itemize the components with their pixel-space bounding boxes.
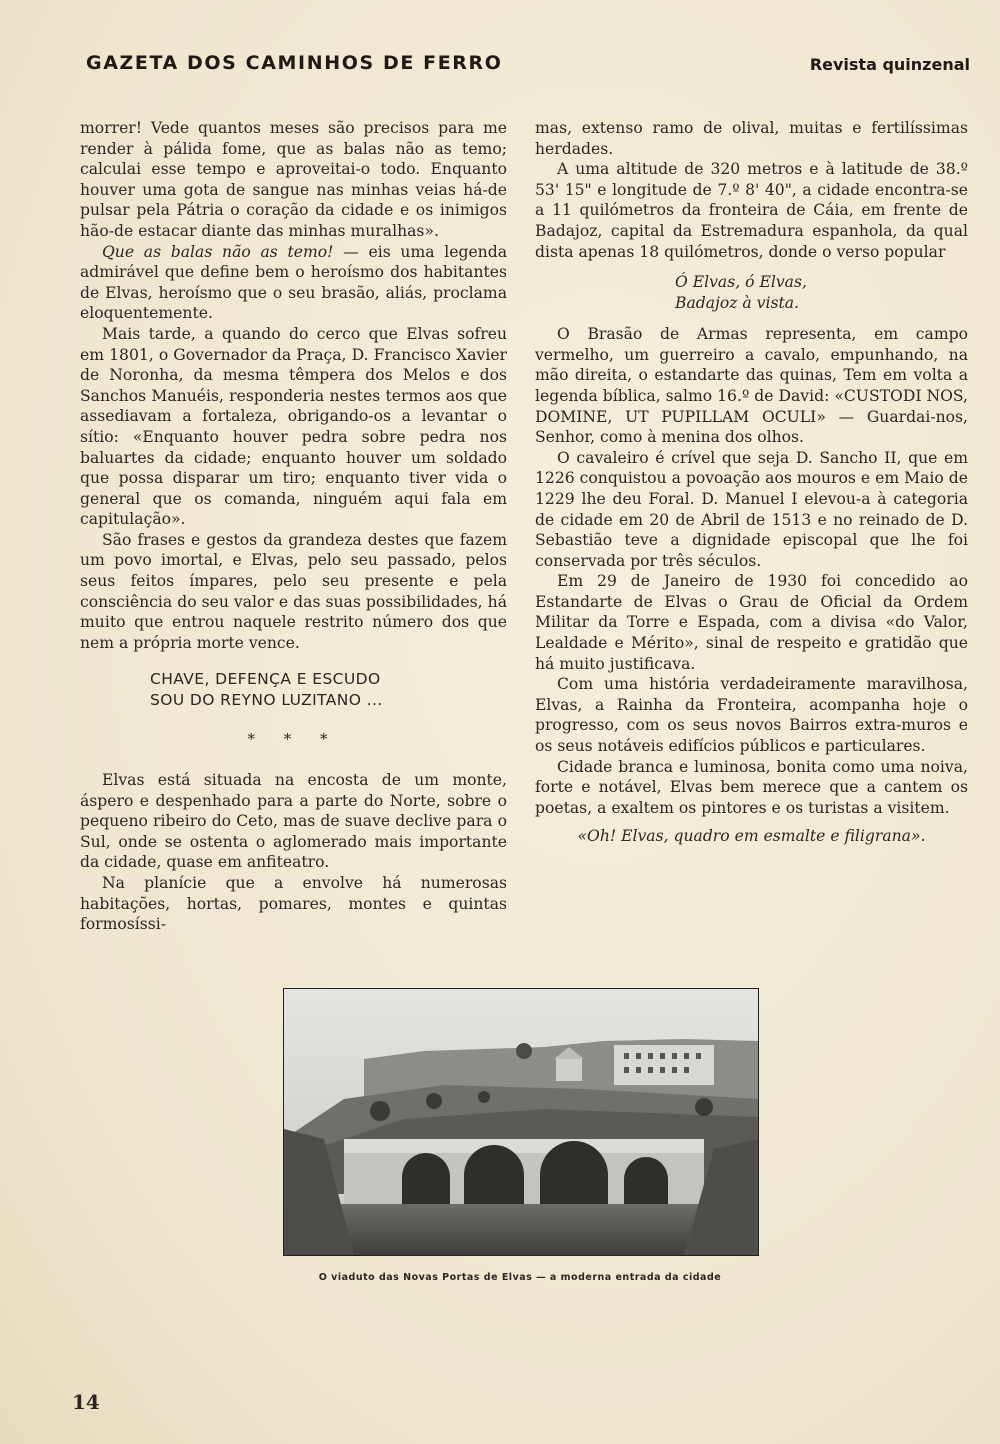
paragraph: Com uma história verdadeiramente maravilhosa, Elvas, a Rainha da Fronteira, acompanha hoje o progresso, com os seus novos Bairros extra-muros e os seus notáveis edifícios públicos e particulares. — [535, 675, 968, 756]
popular-verse — [675, 272, 968, 314]
paragraph: Cidade branca e luminosa, bonita como uma noiva, forte e notável, Elvas bem merece que a cantem os poetas, a exaltem os pintores e os turistas a visitem. — [535, 757, 968, 817]
paragraph: O Brasão de Armas representa, em campo vermelho, um guerreiro a cavalo, empunhando, na mão direita, o estandarte das quinas, Tem em volta a legenda bíblica, salmo 16.º de David: «CUSTODI NOS, DOMINE, UT PUPILLAM OCULI» — Guardai-nos, Senhor, como à menina dos olhos. — [535, 325, 968, 447]
viaduct-photo — [283, 988, 759, 1256]
viaduct-illustration — [284, 989, 758, 1255]
paragraph: Mais tarde, a quando do cerco que Elvas sofreu em 1801, o Governador da Praça, D. Francisco Xavier de Noronha, da mesma têmpera dos Melos e dos Sanchos Manuéis, responderia nestes termos aos que assediavam a fortaleza, obrigando-os a levantar o sítio: «Enquanto houver pedra sobre pedra nos baluartes da cidade; enquanto houver um soldado que possa disparar um tiro; enquanto tiver vida o general que os comanda, ninguém aqui fala em capitulação». — [80, 324, 507, 529]
left-column — [80, 118, 507, 935]
right-column — [535, 118, 968, 847]
paragraph: São frases e gestos da grandeza destes que fazem um povo imortal, e Elvas, pelo seu passado, pelos seus feitos ímpares, pelo seu presente e pela consciência do seu valor e das suas possibilidades, há muito que entrou naquele restrito número dos que nem a própria morte vence. — [80, 530, 507, 652]
paragraph: morrer! Vede quantos meses são precisos para me render à pálida fome, que as balas não as temo; calculai esse tempo e aproveitai-o todo. Enquanto houver uma gota de sangue nas minhas veias há-de pulsar pela Pátria o coração da cidade e os inimigos hão-de estacar diante das minhas muralhas». — [80, 119, 507, 240]
section-separator: * * * — [247, 730, 340, 749]
closing-quote: «Oh! Elvas, quadro em esmalte e filigrana». — [577, 827, 926, 846]
paragraph — [80, 242, 507, 324]
magazine-subtitle: Revista quinzenal — [809, 55, 970, 74]
verse-line: Badajoz à vista. — [675, 294, 800, 313]
photo-caption: O viaduto das Novas Portas de Elvas — a moderna entrada da cidade — [318, 1272, 722, 1283]
paragraph: Na planície que a envolve há numerosas habitações, hortas, pomares, montes e quintas formosíssi- — [80, 874, 507, 934]
paragraph: A uma altitude de 320 metros e à latitude de 38.º 53' 15" e longitude de 7.º 8' 40", a cidade encontra-se a 11 quilómetros da fronteira de Cáia, em frente de Badajoz, capital da Estremadura espanhola, da qual dista apenas 18 quilómetros, donde o verso popular — [535, 160, 968, 261]
paragraph: Em 29 de Janeiro de 1930 foi concedido ao Estandarte de Elvas o Grau de Oficial da Ordem Militar da Torre e Espada, com a divisa «do Valor, Lealdade e Mérito», sinal de respeito e gratidão que há muito justificava. — [535, 572, 968, 673]
italic-quote: Que as balas não as temo! — [102, 242, 334, 261]
paragraph: Elvas está situada na encosta de um monte, áspero e despenhado para a parte do Norte, sobre o pequeno ribeiro do Ceto, mas de suave declive para o Sul, onde se ostenta o aglomerado mais importante da cidade, quase em anfiteatro. — [80, 771, 507, 872]
page-number: 14 — [72, 1390, 100, 1414]
paragraph: mas, extenso ramo de olival, muitas e fertilíssimas herdades. — [535, 119, 968, 158]
motto-line: SOU DO REYNO LUZITANO ... — [150, 691, 383, 710]
motto — [150, 669, 507, 711]
verse-line: Ó Elvas, ó Elvas, — [675, 273, 807, 292]
motto-line: CHAVE, DEFENÇA E ESCUDO — [150, 670, 381, 689]
paragraph-text: — eis uma legenda admirável que define bem o heroísmo dos habitantes de Elvas, heroísmo que o seu brasão, aliás, proclama eloquentemente. — [80, 242, 507, 323]
paragraph: O cavaleiro é crível que seja D. Sancho II, que em 1226 conquistou a povoação aos mouros e em Maio de 1229 lhe deu Foral. D. Manuel I elevou-a à categoria de cidade em 20 de Abril de 1513 e no reinado de D. Sebastião teve a dignidade episcopal que lhe foi conservada por três séculos. — [535, 448, 968, 570]
magazine-title: GAZETA DOS CAMINHOS DE FERRO — [86, 52, 503, 74]
